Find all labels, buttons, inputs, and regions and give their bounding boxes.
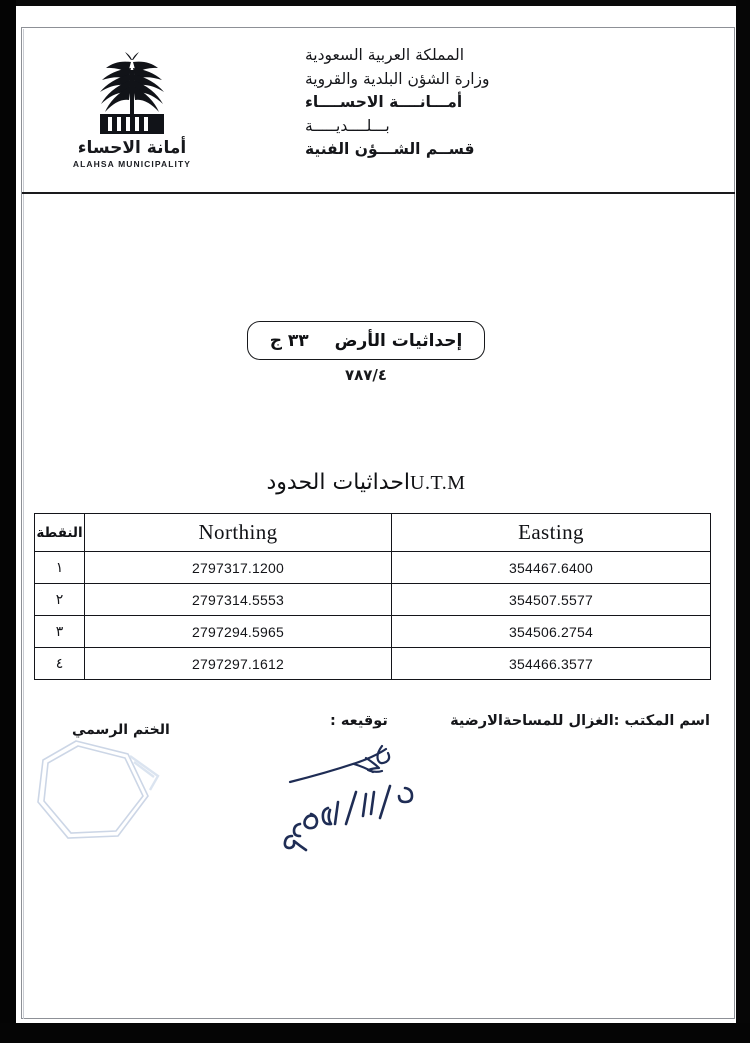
org-line-country: المملكة العربية السعودية [305,46,465,64]
scan-margin-top [0,0,750,6]
title-label: إحداثيات الأرض [334,330,463,351]
org-line-amanah: أمـــانــــة الاحســــاء [305,93,463,112]
cell-easting: 354507.5577 [392,584,711,616]
org-line-department: قســم الشـــؤن الفنية [305,140,475,159]
table-header-row [35,514,711,552]
cell-easting: 354506.2754 [392,616,711,648]
official-stamp-watermark [30,732,180,852]
cell-point: ٢ [35,584,85,616]
org-line-ministry: وزارة الشؤن البلدية والقروية [305,69,490,88]
cell-easting: 354466.3577 [392,648,711,680]
palm-tree-logo-icon [78,48,186,138]
scan-margin-right [736,0,750,1043]
column-header-northing: Northing [85,514,392,552]
cell-point: ٤ [35,648,85,680]
table-row [35,616,711,648]
document-number: ٧٨٧/٤ [344,366,388,384]
utm-system-label: U.T.M [410,472,466,494]
logo-english-name: ALAHSA MUNICIPALITY [72,158,192,169]
cell-easting: 354467.6400 [392,552,711,584]
official-stamp-label: الختم الرسمي [72,722,170,738]
document-header [22,28,734,193]
utm-coordinates-table [34,513,711,680]
handwritten-signature [278,740,428,860]
column-header-easting: Easting [392,514,711,552]
boundary-coordinates-heading [34,470,710,495]
header-divider [22,192,735,194]
scan-margin-bottom [0,1023,750,1043]
cell-northing: 2797294.5965 [85,616,392,648]
logo-arabic-name: أمانة الاحساء [77,138,187,158]
cell-point: ٣ [35,616,85,648]
column-header-point: النقطة [35,514,85,552]
cell-northing: 2797317.1200 [85,552,392,584]
scan-margin-left [0,0,16,1043]
signature-label: توقيعه : [330,713,388,729]
organization-heading [305,44,725,162]
org-line-baladiyah: بـــلــــديـــــة [305,116,390,135]
municipality-logo [52,48,212,169]
land-coordinates-title-box [247,321,485,360]
cell-northing: 2797314.5553 [85,584,392,616]
boundary-heading-arabic: احداثيات الحدود [266,470,411,495]
title-plot-code: ٣٣ ج [269,330,309,351]
office-name-label: اسم المكتب :الغزال للمساحةالارضية [450,713,710,729]
cell-point: ١ [35,552,85,584]
cell-northing: 2797297.1612 [85,648,392,680]
table-row [35,648,711,680]
table-row [35,552,711,584]
table-row [35,584,711,616]
